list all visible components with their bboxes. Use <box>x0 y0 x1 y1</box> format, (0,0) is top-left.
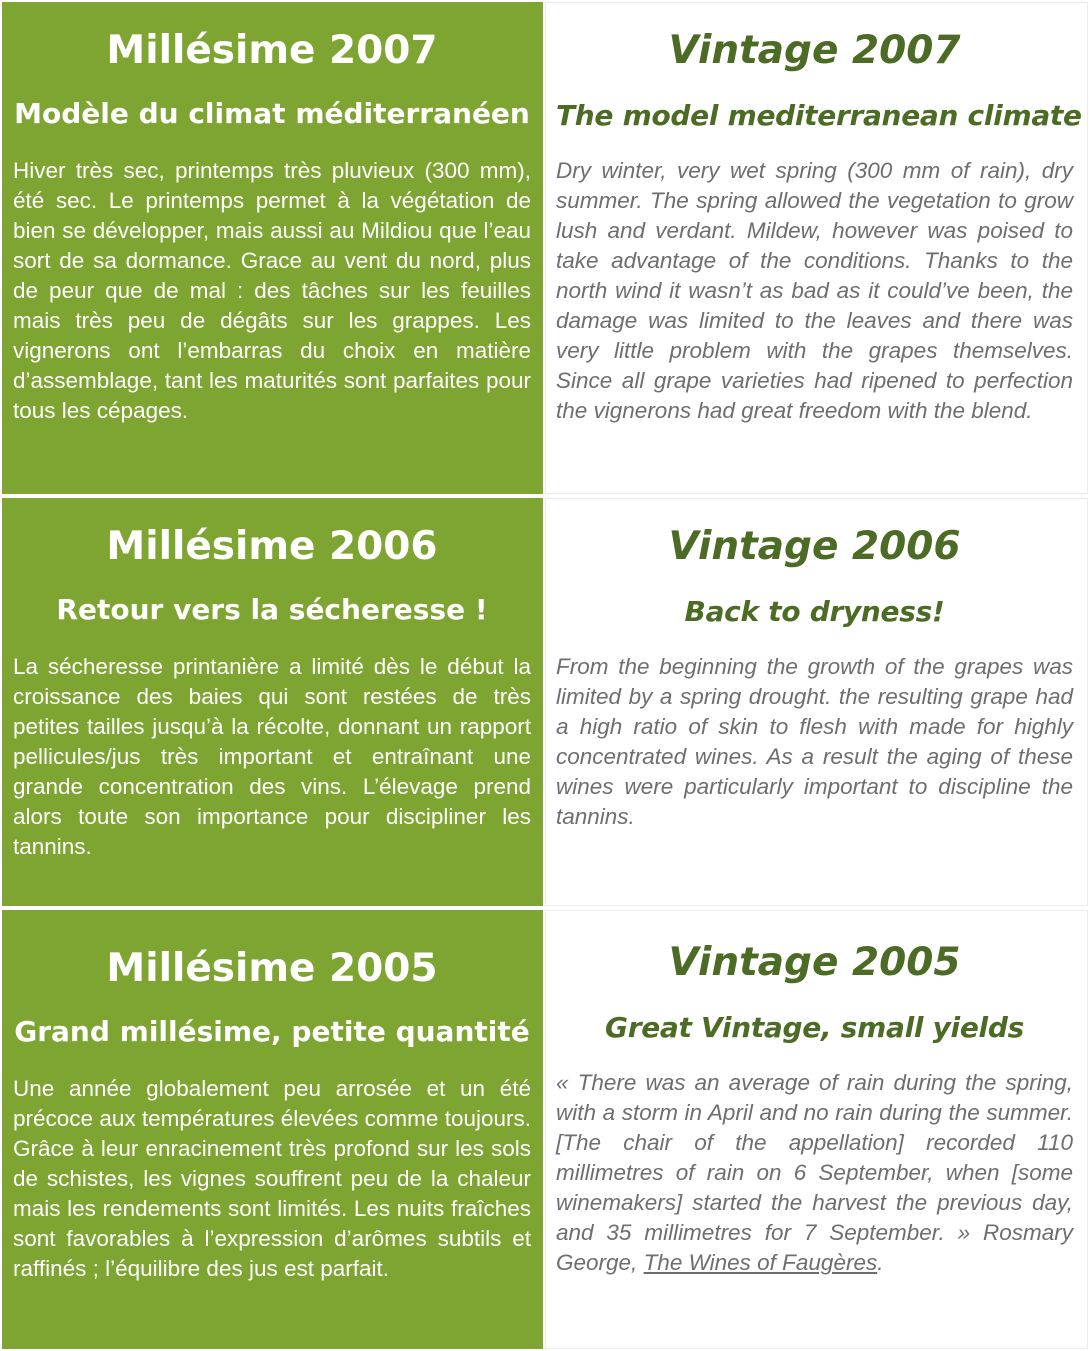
english-subtitle-2005: Great Vintage, small yields <box>605 1011 1024 1044</box>
english-panel-2007 <box>545 2 1088 494</box>
french-text-2007: Hiver très sec, printemps très pluvieux (300 mm), été sec. Le printemps permet à la végétation de bien se développer, mais aussi au Mildiou que l’eau sort de sa dormance. Grace au vent du nord, plus de peur que de mal : des tâches sur les feuilles mais très peu de dégâts sur les grappes. Les vignerons ont l’embarras du choix en matière d’assemblage, tant les maturités sont parfaites pour tous les cépages. <box>13 158 531 423</box>
english-quote-2005: « There was an average of rain during the spring, with a storm in April and no rain during the summer. [The chair of the appellation] recorded 110 millimetres of rain on 6 September, when [some winemakers] started the harvest the previous day, and 35 millimetres for 7 September. » Rosmary George, <box>556 1070 1073 1275</box>
french-subtitle-2006: Retour vers la sécheresse ! <box>56 593 488 626</box>
quote-end: . <box>877 1250 884 1275</box>
french-title-2005: Millésime 2005 <box>106 946 438 991</box>
book-reference: The Wines of Faugères <box>643 1250 878 1275</box>
french-text-2006: La sécheresse printanière a limité dès le début la croissance des baies qui sont restées de très petites tailles jusqu’à la récolte, donnant un rapport pellicules/jus très important et entraînant une grande concentration des vins. L’élevage prend alors toute son importance pour discipliner les tannins. <box>13 654 531 859</box>
english-text-2007: Dry winter, very wet spring (300 mm of rain), dry summer. The spring allowed the vegetation to grow lush and verdant. Mildew, however was poised to take advantage of the conditions. Thanks to the north wind it wasn’t as bad as it could’ve been, the damage was limited to the leaves and there was very little problem with the grapes themselves. Since all grape varieties had ripened to perfection the vignerons had great freedom with the blend. <box>556 158 1073 423</box>
french-panel-2005 <box>2 910 543 1349</box>
english-title-2005: Vintage 2005 <box>668 940 961 985</box>
french-panel-2006 <box>2 498 543 906</box>
french-panel-2007 <box>2 2 543 494</box>
french-subtitle-2007: Modèle du climat méditerranéen <box>14 97 530 130</box>
french-subtitle-2005: Grand millésime, petite quantité <box>14 1015 530 1048</box>
vintage-2007-row <box>0 0 1089 496</box>
english-subtitle-2006: Back to dryness! <box>684 595 945 628</box>
vintage-2005-row <box>0 908 1089 1351</box>
french-title-2006: Millésime 2006 <box>106 524 438 569</box>
english-title-2007: Vintage 2007 <box>668 28 961 73</box>
english-text-2005 <box>556 1068 1073 1278</box>
english-title-2006: Vintage 2006 <box>668 524 961 569</box>
french-title-2007: Millésime 2007 <box>106 28 438 73</box>
english-subtitle-2007: The model mediterranean climate <box>556 99 1082 132</box>
english-panel-2006 <box>545 498 1088 906</box>
vintage-2006-row <box>0 496 1089 908</box>
english-panel-2005 <box>545 910 1088 1349</box>
english-text-2006: From the beginning the growth of the grapes was limited by a spring drought. the resulting grape had a high ratio of skin to flesh with made for highly concentrated wines. As a result the aging of these wines were particularly important to discipline the tannins. <box>556 654 1073 829</box>
french-text-2005: Une année globalement peu arrosée et un été précoce aux températures élevées comme toujours. Grâce à leur enracinement très profond sur les sols de schistes, les vignes souffrent peu de la chaleur mais les rendements sont limités. Les nuits fraîches sont favorables à l’expression d’arômes subtils et raffinés ; l’équilibre des jus est parfait. <box>13 1076 531 1281</box>
